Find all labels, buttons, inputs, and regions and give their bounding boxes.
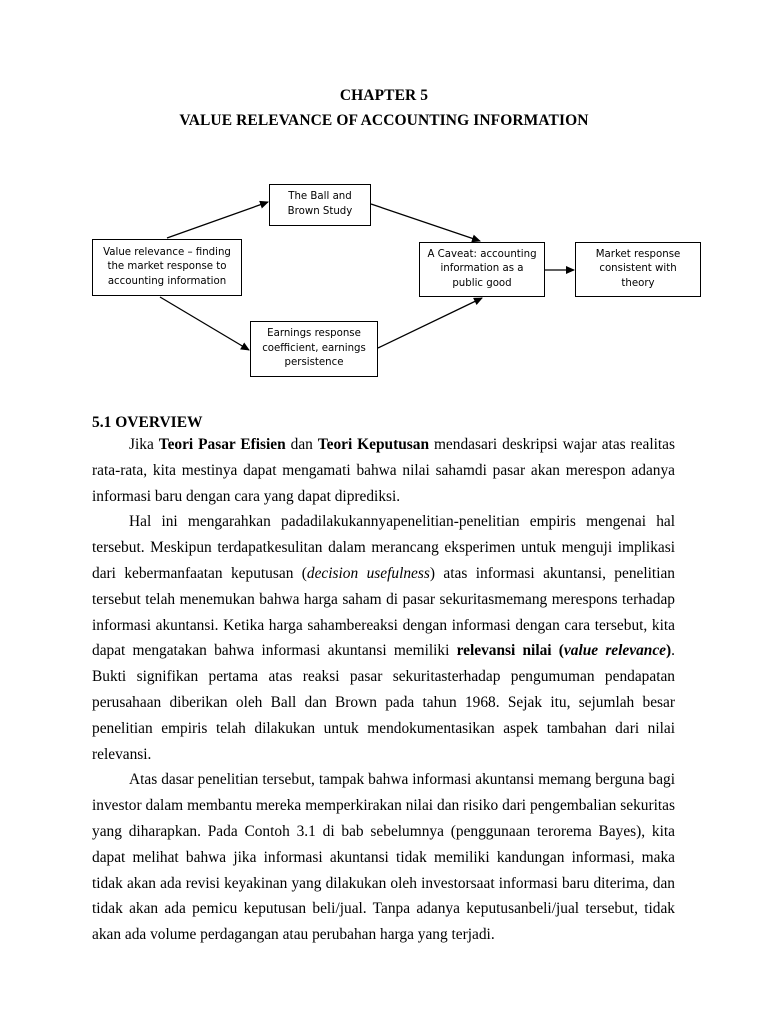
paragraph-1-text-c: dan — [285, 436, 318, 453]
diagram-box-value-relevance: Value relevance – finding the market response to accounting information — [92, 239, 242, 296]
diagram-box-caveat: A Caveat: accounting information as a public good — [419, 242, 545, 297]
term-efficient-market: Teori Pasar Efisien — [158, 436, 286, 453]
term-decision-usefulness: decision usefulness — [306, 564, 430, 582]
diagram-box-earnings: Earnings response coefficient, earnings persistence — [250, 321, 378, 377]
term-close-paren: ) — [666, 642, 672, 660]
paragraph-2-text-g: . Bukti signifikan pertama atas reaksi pasar sekuritasterhadap pengumuman pendapatan perusahaan diberikan oleh Ball dan Brown pada tahun 1968. Sejak itu, sejumlah besar penelitian empiris telah dilakukan untuk mendokumentasikan aspek tambahan dari nilai relevansi. — [92, 642, 675, 763]
chapter-label: CHAPTER 5 — [339, 87, 429, 104]
chapter-title: VALUE RELEVANCE OF ACCOUNTING INFORMATION — [179, 112, 589, 129]
paragraph-1-text-e: mendasari deskripsi wajar atas realitas rata-rata, kita mestinya dapat mengamati bahwa nilai sahamdi pasar akan merespon adanya informasi baru dengan cara yang dapat diprediksi. — [92, 436, 675, 505]
arrow-earnings-to-caveat — [378, 298, 482, 348]
term-relevansi-nilai: relevansi nilai ( — [456, 642, 564, 660]
paragraph-1-text-a: Jika — [129, 436, 159, 453]
paragraph-2-text-a: Hal ini mengarahkan padadilakukannyapenelitian-penelitian empiris mengenai hal tersebut. Meskipun terdapatkesulitan dalam merancang eksperimen untuk menguji implikasi dari kebermanfaatan keputusan ( — [92, 513, 675, 582]
arrow-ball-to-caveat — [371, 204, 480, 241]
term-decision-theory: Teori Keputusan — [317, 436, 430, 453]
diagram-arrows — [0, 0, 768, 420]
paragraph-2-text-c: ) atas informasi akuntansi, penelitian tersebut telah menemukan bahwa harga saham di pasar sekuritasmemang merespons terhadap informasi akuntansi. Ketika harga sahambereaksi dengan informasi dengan cara tersebut, kita dapat mengatakan bahwa informasi akuntansi memiliki — [92, 564, 675, 660]
paragraph-1 — [92, 432, 675, 509]
paragraph-2 — [92, 509, 675, 767]
arrow-value-to-ball — [167, 202, 268, 238]
section-heading: 5.1 OVERVIEW — [92, 414, 203, 431]
paragraph-3: Atas dasar penelitian tersebut, tampak bahwa informasi akuntansi memang berguna bagi investor dalam membantu mereka memperkirakan nilai dan risiko dari pengembalian sekuritas yang diharapkan. Pada Contoh 3.1 di bab sebelumnya (penggunaan terorema Bayes), kita dapat melihat bahwa jika informasi akuntansi tidak memiliki kandungan informasi, maka tidak akan ada revisi keyakinan yang dilakukan oleh investorsaat informasi baru diterima, dan tidak akan ada pemicu keputusan beli/jual. Tanpa adanya keputusanbeli/jual tersebut, tidak akan ada volume perdagangan atau perubahan harga yang terjadi. — [92, 771, 675, 944]
section-body — [92, 432, 675, 948]
diagram-box-market-response: Market response consistent with theory — [575, 242, 701, 297]
diagram-box-ball-brown: The Ball and Brown Study — [269, 184, 371, 226]
arrow-value-to-earnings — [160, 297, 249, 350]
term-value-relevance: value relevance — [563, 642, 666, 660]
